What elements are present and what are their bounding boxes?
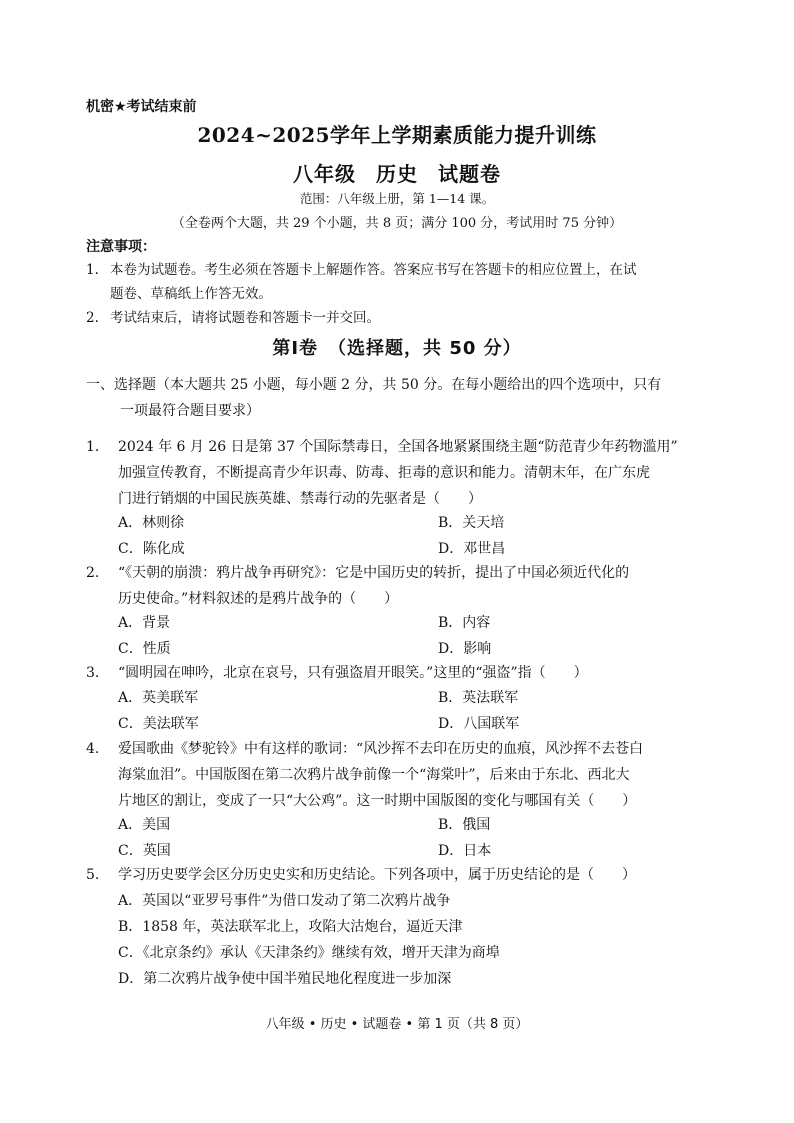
notice-item-1-line-2: 题卷、草稿纸上作答无效。: [110, 286, 272, 302]
confidential-label: 机密★考试结束前: [86, 99, 197, 115]
question-number: 4.: [86, 741, 100, 757]
question-stem: 学习历史要学会区分历史史实和历史结论。下列各项中，属于历史结论的是（ ）: [118, 867, 636, 883]
grade-label: 八年级: [293, 162, 356, 186]
question-number: 3.: [86, 665, 100, 681]
question-1: [86, 434, 746, 512]
section-line-2: 一项最符合题目要求）: [120, 403, 260, 419]
option-d: D．日本: [438, 843, 492, 859]
section-line-1: 一、选择题（本大题共 25 小题，每小题 2 分，共 50 分。在每小题给出的四个选项中，只有: [86, 377, 662, 393]
section-instructions: [86, 372, 746, 424]
notice-item-2-line-1: 考试结束后，请将试题卷和答题卡一并交回。: [110, 310, 380, 326]
notice-item-1-line-1: 本卷为试题卷。考生必须在答题卡上解题作答。答案应书写在答题卡的相应位置上，在试: [110, 262, 637, 278]
question-stem: 门进行销烟的中国民族英雄、禁毒行动的先驱者是（ ）: [118, 491, 482, 507]
notice-item-1-number: 1.: [86, 262, 99, 278]
option-b: B．关天培: [438, 515, 505, 531]
question-2: [86, 560, 746, 612]
option-d: D．邓世昌: [438, 541, 506, 557]
exam-subtitle: [0, 158, 794, 187]
question-number: 2.: [86, 565, 100, 581]
question-number: 1.: [86, 439, 100, 455]
question-stem: 历史使命。”材料叙述的是鸦片战争的（ ）: [118, 591, 399, 607]
option-d: D．影响: [438, 641, 492, 657]
option-b: B．英法联军: [438, 690, 519, 706]
option-a: A．英国以“亚罗号事件”为借口发动了第二次鸦片战争: [118, 893, 451, 909]
option-a: A．英美联军: [118, 690, 199, 706]
option-c: C．美法联军: [118, 716, 199, 732]
option-a: A．背景: [118, 615, 171, 631]
option-a: A．美国: [118, 817, 171, 833]
notice-item-2: [86, 306, 726, 330]
option-d: D．八国联军: [438, 716, 520, 732]
question-4: [86, 736, 746, 814]
part-title: 第Ⅰ卷 （选择题，共 50 分）: [272, 338, 522, 359]
exam-scope: 范围：八年级上册，第 1—14 课。: [299, 191, 495, 206]
question-number: 5.: [86, 867, 100, 883]
option-a: A．林则徐: [118, 515, 185, 531]
question-5: [86, 862, 746, 888]
question-stem: 片地区的割让，变成了一只“大公鸡”。这一时期中国版图的变化与哪国有关（ ）: [118, 793, 637, 809]
option-b: B．俄国: [438, 817, 491, 833]
option-c: C．《北京条约》承认《天津条约》继续有效，增开天津为商埠: [118, 945, 500, 961]
exam-title: 2024~2025学年上学期素质能力提升训练: [197, 123, 597, 147]
exam-meta: （全卷两个大题，共 29 个小题，共 8 页；满分 100 分，考试用时 75 分钟）: [171, 216, 623, 231]
subject-label: 历史: [376, 162, 418, 186]
paper-label: 试题卷: [438, 162, 501, 186]
option-c: C．性质: [118, 641, 171, 657]
question-3: [86, 660, 746, 686]
option-c: C．英国: [118, 843, 171, 859]
option-d: D．第二次鸦片战争使中国半殖民地化程度进一步加深: [118, 971, 452, 987]
question-stem: “《天朝的崩溃：鸦片战争再研究》：它是中国历史的转折，提出了中国必须近代化的: [118, 565, 630, 581]
question-stem: 爱国歌曲《梦驼铃》中有这样的歌词：“风沙挥不去印在历史的血痕，风沙挥不去苍白: [118, 741, 644, 757]
notice-item-2-number: 2.: [86, 310, 99, 326]
option-b: B．内容: [438, 615, 491, 631]
option-c: C．陈化成: [118, 541, 185, 557]
question-stem: “圆明园在呻吟，北京在哀号，只有强盗眉开眼笑。”这里的“强盗”指（ ）: [118, 665, 588, 681]
question-stem: 海棠血泪”。中国版图在第二次鸦片战争前像一个“海棠叶”，后来由于东北、西北大: [118, 767, 630, 783]
option-b: B．1858 年，英法联军北上，攻陷大沽炮台，逼近天津: [118, 919, 463, 935]
notice-item-1: [86, 258, 726, 306]
notice-title: 注意事项：: [86, 239, 156, 255]
page-footer: 八年级 • 历史 • 试题卷 • 第 1 页（共 8 页）: [265, 1017, 529, 1032]
question-stem: 加强宣传教育，不断提高青少年识毒、防毒、拒毒的意识和能力。清朝末年，在广东虎: [118, 465, 650, 481]
question-stem: 2024 年 6 月 26 日是第 37 个国际禁毒日，全国各地紧紧围绕主题“防范青少年药物滥用”: [118, 439, 678, 455]
